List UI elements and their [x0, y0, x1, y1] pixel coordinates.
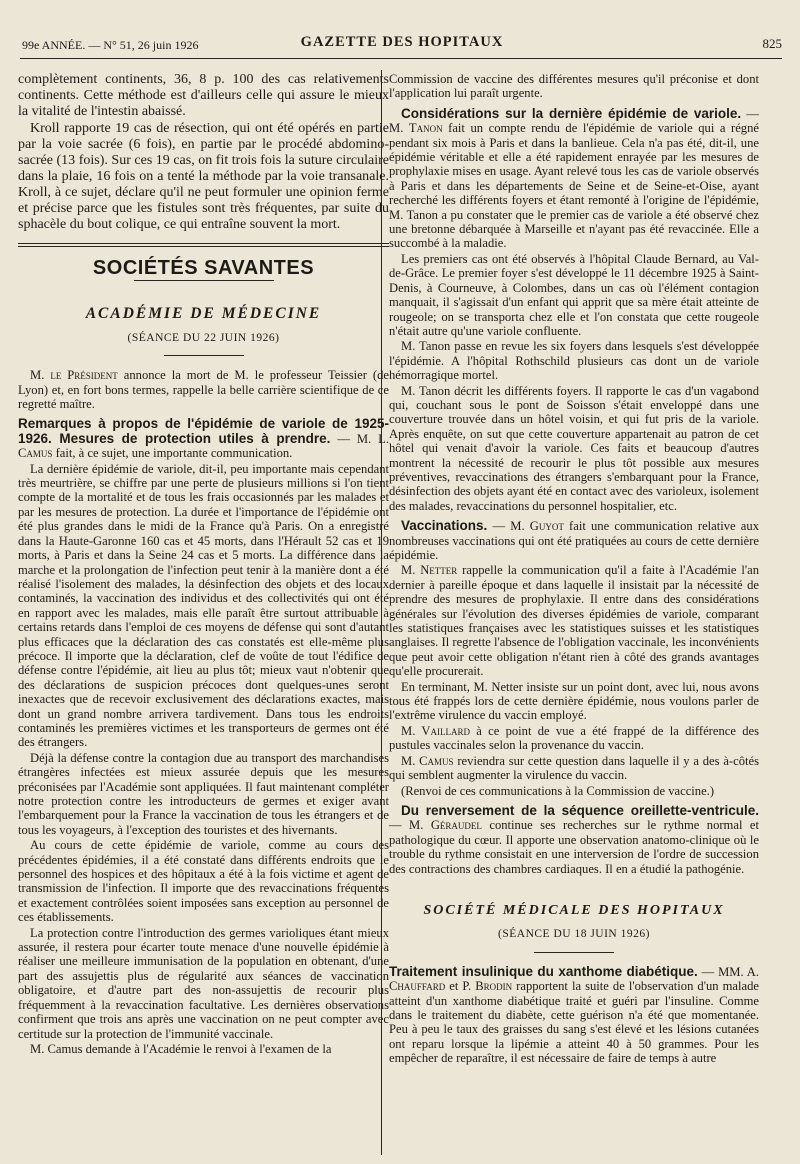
paragraph: [18, 368, 389, 411]
session-date: (SÉANCE DU 22 JUIN 1926): [127, 331, 280, 344]
paragraph: Déjà la défense contre la contagion due au transport des marchandises étrangères infectées est mieux assurée depuis que les mesures préconisées par l'Académie sont appliquées. Il faut maintenant compléter notre protection contre les introducteurs de germes et exiger avant l'embarquement pour la France la vaccination de tous les étrangers et de tous les voyageurs, à l'exception des touristes et des hivernants.: [18, 750, 389, 837]
paragraph: Kroll rapporte 19 cas de résection, qui ont été opérés en partie par la voie sacrée (6 fois), en partie par le procédé abdomino-sacrée (13 fois). Sur ces 19 cas, on fit trois fois la suture circulaire dans la plaie, 16 fois on a tenté la méthode par la voie transanale. Kroll, à ce sujet, déclare qu'il ne peut formuler une opinion ferme et précise parce que les fistules sont très fréquentes, par suite du sphacèle du bout colique, ce qui entraîne souvent la mort.: [18, 121, 389, 232]
issue-info: 99e ANNÉE. — N° 51, 26 juin 1926: [22, 38, 199, 52]
paragraph: [389, 563, 759, 678]
paragraph: La protection contre l'introduction des germes varioliques étant mieux assurée, il restera pour écarter toute menace d'une nouvelle épidémie à réaliser une meilleure immunisation de la population en obtenant, d'une part des assujettis plus de régularité aux séances de vaccination obligatoire, et d'autre part des non-assujettis de recourir plus fréquemment à la revaccination facultative. Les dernières observations confirment que trois ans après une vaccination on ne peut compter avec certitude sur la protection de l'immunité vaccinale.: [18, 925, 389, 1041]
speaker-name: Guyot: [529, 519, 564, 534]
paragraph-text: annonce la mort de M. le professeur Teissier (de Lyon) et, en fort bons termes, rappelle la belle carrière scientifique de ce regretté maître.: [18, 368, 390, 412]
paragraph: M. Camus demande à l'Académie le renvoi à l'examen de la: [30, 1041, 332, 1056]
paragraph: [389, 724, 759, 753]
speaker-name: Camus: [18, 446, 53, 461]
speaker-name: M. Netter: [401, 563, 458, 578]
paragraph: M. Tanon décrit les différents foyers. Il rapporte le cas d'un vagabond qui, couchant sous le pont de Soisson s'était enveloppé dans une couverture trouvée dans un hôtel voisin, et qui fut pris de la variole. Après enquête, on sut que cette couverture appartenait au patron de cet hôtel qui venait d'avoir la variole. Ces faits et beaucoup d'autres montrent la nécessité de recourir le plus tôt possible aux mesures préventives, revaccinations des étrangers s'embarquant pour la France, désinfection des objets ayant été en contact avec des varioleux, isolement des malades, revaccinations du personnel hospitalier, etc.: [389, 383, 759, 513]
separator: — M.: [389, 106, 759, 136]
paragraph: M. Tanon passe en revue les six foyers dans lesquels s'est développée l'épidémie. A l'hôpital Rothschild plusieurs cas dont un de variole hémorragique mortel.: [389, 339, 759, 383]
paragraph: La dernière épidémie de variole, dit-il, peu importante mais cependant très meurtrière, se chiffre par une perte de plusieurs millions si l'on tient compte de la mortalité et de tous les frais occasionnés par les malades et par les mesures de protection. La durée et l'importance de l'épidémie ont été plus grandes dans le midi de la France qu'à Paris. On a enregistré dans la Haute-Garonne 160 cas et 45 morts, dans l'Hérault 52 cas et 19 morts, à Paris et dans la Seine 24 cas et 5 morts. La différence dans la marche et la prolongation de l'infection peut tenir à la manière dont a été réalisé l'isolement des malades, la désinfection des objets et des locaux contaminés, la vaccination des individus et des collectivités qui ont été en rapport avec les malades, mais elle paraît être surtout attribuable à certains retards dans l'emploi de ces moyens de défense qui sont d'autant plus efficaces que la déclaration des cas constatés est elle-même plus précoce. Il importe que la déclaration, clef de voûte de tout l'édifice de défense contre l'épidémie, ait lieu au plus tôt; mieux vaut n'obtenir que des déclarations de suspicion précoces dont quelques-unes seront inexactes que de recevoir exclusivement des déclarations exactes, mais dont un grand nombre arrivera tardivement. Dans tous les endroits contaminés les premières victimes et les transporteurs de germes ont été des étrangers.: [18, 461, 389, 750]
paragraph-text: fait une communication relative aux nombreuses vaccinations qui ont été pratiquées au cours de cette dernière épidémie.: [389, 519, 759, 562]
session-date: (SÉANCE DU 18 JUIN 1926): [498, 928, 650, 941]
paragraph-text: continue ses recherches sur le rythme normal et pathologique du cœur. Il apporte une observation anatomo-clinique où le trouble du rythme consistait en une interversion de l'ordre de succession des contractions des chambres cardiaques. Il en a étudié la pathogénie.: [389, 818, 759, 876]
topic-heading: Vaccinations.: [401, 518, 488, 534]
paragraph: (Renvoi de ces communications à la Commission de vaccine.): [401, 783, 715, 798]
separator: — M.: [389, 818, 431, 833]
topic-paragraph: [389, 519, 759, 562]
right-column: [389, 72, 759, 1067]
topic-paragraph: [18, 417, 389, 460]
page-header: [22, 30, 782, 54]
paragraph: Commission de vaccine des différentes mesures qu'il préconise et dont l'application lui paraît urgente.: [389, 72, 759, 101]
topic-heading: Traitement insulinique du xanthome diabétique.: [389, 963, 698, 979]
topic-paragraph: [389, 804, 759, 876]
separator: — MM. A.: [697, 964, 759, 979]
society-title: ACADÉMIE DE MÉDECINE: [85, 305, 322, 323]
speaker-name: M. Camus: [401, 753, 454, 768]
section-rule: [18, 243, 389, 247]
paragraph: Les premiers cas ont été observés à l'hôpital Claude Bernard, au Val-de-Grâce. Le premier foyer s'est développé le 11 décembre 1925 à Saint-Denis, à Courneuve, à Colombes, dans un cas où l'élément contagion manquait, il s'agissait d'un enfant qui apprit que sa mère était atteinte de rougeole; on se transporta chez elle et l'on constata que cette rougeole n'était autre qu'une variole confluente.: [389, 251, 759, 338]
paragraph: En terminant, M. Netter insiste sur un point dont, avec lui, nous avons tous été frappés lors de cette dernière épidémie, nous voulons parler de l'extrême virulence du vaccin employé.: [389, 679, 759, 723]
separator: — M.: [487, 519, 530, 534]
speaker-name: Géraudel: [430, 818, 482, 833]
speaker-name: M. le Président: [30, 368, 118, 383]
topic-paragraph: [389, 965, 759, 1066]
paragraph-text: fait, à ce sujet, une importante communication.: [52, 446, 293, 461]
society-title: SOCIÉTÉ MÉDICALE DES HOPITAUX: [423, 902, 725, 918]
left-column: [18, 72, 389, 1057]
separator: et P.: [445, 979, 476, 994]
divider: [134, 280, 274, 281]
separator: — M. L.: [330, 431, 389, 446]
topic-paragraph: [389, 107, 759, 251]
section-title: SOCIÉTÉS SAVANTES: [92, 257, 315, 279]
divider: [534, 952, 614, 953]
paragraph-text: reviendra sur cette question dans laquelle il y a des à-côtés qui semblent augmenter la virulence du vaccin.: [389, 753, 759, 783]
speaker-name: Chauffard: [389, 979, 446, 994]
divider: [164, 355, 244, 356]
speaker-name: Brodin: [475, 979, 513, 994]
paragraph: Au cours de cette épidémie de variole, comme au cours des précédentes épidémies, il a été constaté dans différents endroits que le personnel des hospices et des hôpitaux a été à la fois victime et agent de transmission de l'infection. Il importe que des revaccinations fréquentes et exactement contrôlées soient imposées sans exception au personnel de ces établissements.: [18, 838, 389, 925]
paragraph-text: à ce point de vue a été frappé de la différence des pustules vaccinales selon la provenance du vaccin.: [389, 723, 759, 753]
paragraph-text: rapportent la suite de l'observation d'un malade atteint d'un xanthome diabétique traité et guéri par l'insuline. Comme dans le traitement du diabète, cette guérison n'a été que momentanée. Peu à peu le taux des graisses du sang s'est élevé et les lésions cutanées ont reparu lorsque la lipémie a atteint 40 à 50 grammes. Pour les empêcher de reparaître, il est nécessaire de faire de temps à autre: [389, 979, 759, 1066]
topic-heading: Considérations sur la dernière épidémie de variole.: [401, 105, 742, 121]
topic-heading: Remarques à propos de l'épidémie de variole de 1925-1926. Mesures de protection utiles à prendre.: [18, 416, 389, 446]
speaker-name: M. Vaillard: [401, 723, 470, 738]
speaker-name: Tanon: [408, 121, 443, 136]
page-number: 825: [762, 36, 782, 51]
paragraph: complètement continents, 36, 8 p. 100 des cas relativements continents. Cette méthode est d'ailleurs celle qui assure le mieux la vitalité de l'intestin abaissé.: [18, 72, 389, 119]
topic-heading: Du renversement de la séquence oreillette-ventricule.: [401, 802, 759, 818]
journal-title: GAZETTE DES HOPITAUX: [300, 34, 504, 50]
paragraph-text: rappelle la communication qu'il a faite à l'Académie l'an dernier à pareille époque et dans laquelle il insistait par la nécessité de prendre des mesures de prophylaxie. Il entre dans des considérations générales sur l'évolution des diverses épidémies de variole, comparant les statistiques françaises avec les statistiques suisses et les statistiques anglaises. Il regrette l'absence de l'obligation vaccinale, les inconvénients que peut avoir cette obligation n'étant rien à côté des grands avantages qu'elle procurerait.: [389, 563, 759, 679]
paragraph: [389, 754, 759, 783]
paragraph-text: fait un compte rendu de l'épidémie de variole qui a régné pendant six mois à Paris et dans la banlieue. Cela n'a pas été, dit-il, une épidémie véritable et elle a été rapidement enrayée par les mesures de prophylaxie mises en usage. Ayant relevé tous les cas de variole observés à Paris et dans les départements de Seine et de Seine-et-Oise, ayant recherché les différents foyers et étant remonté à l'origine de l'épidémie, M. Tanon a pu constater que le premier cas de variole a été observé chez une bretonne débarquée à Marseille et n'ayant pas été revaccinée. Elle a succombé à la maladie.: [389, 121, 759, 251]
header-rule: [20, 58, 782, 59]
